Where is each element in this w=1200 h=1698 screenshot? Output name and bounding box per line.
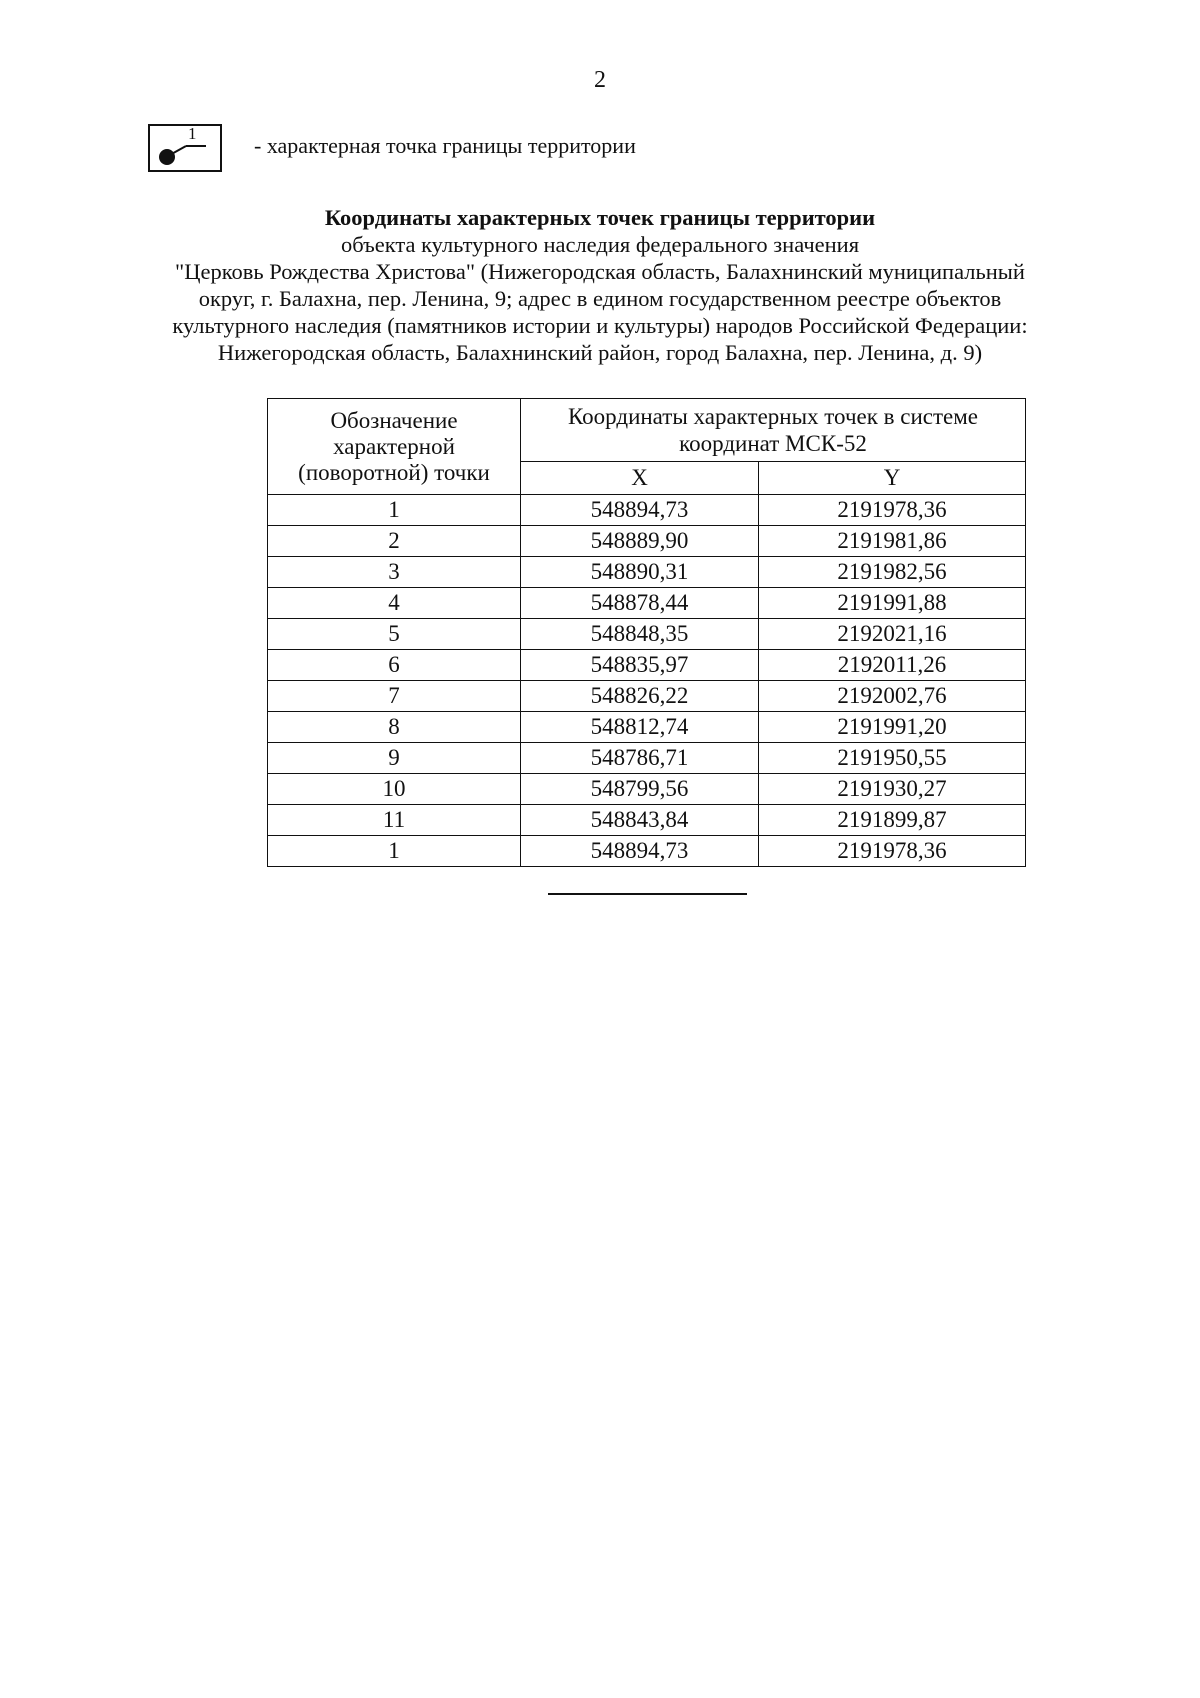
page-number: 2 — [594, 67, 606, 93]
boundary-point-icon — [150, 126, 220, 170]
y-cell: 2191950,55 — [759, 743, 1026, 774]
point-cell: 4 — [268, 588, 521, 619]
point-cell: 8 — [268, 712, 521, 743]
y-cell: 2192021,16 — [759, 619, 1026, 650]
x-cell: 548889,90 — [521, 526, 759, 557]
x-cell: 548799,56 — [521, 774, 759, 805]
table-row — [268, 495, 1026, 526]
header-line: характерной — [333, 433, 455, 459]
y-cell: 2191930,27 — [759, 774, 1026, 805]
point-cell: 2 — [268, 526, 521, 557]
end-rule — [548, 893, 747, 895]
x-cell: 548835,97 — [521, 650, 759, 681]
point-column-header — [268, 399, 521, 495]
y-cell: 2191978,36 — [759, 495, 1026, 526]
heading-line: объекта культурного наследия федерального значения — [340, 232, 860, 257]
point-cell: 11 — [268, 805, 521, 836]
table-row — [268, 526, 1026, 557]
y-cell: 2191991,88 — [759, 588, 1026, 619]
table-row — [268, 774, 1026, 805]
y-cell: 2191899,87 — [759, 805, 1026, 836]
point-cell: 10 — [268, 774, 521, 805]
boundary-point-symbol — [148, 124, 222, 172]
x-cell: 548786,71 — [521, 743, 759, 774]
y-cell: 2191981,86 — [759, 526, 1026, 557]
table-row — [268, 681, 1026, 712]
x-cell: 548812,74 — [521, 712, 759, 743]
y-cell: 2191982,56 — [759, 557, 1026, 588]
symbol-label: 1 — [188, 124, 197, 143]
heading-line: "Церковь Рождества Христова" (Нижегородская область, Балахнинский муниципальный — [175, 259, 1025, 284]
legend — [148, 122, 636, 174]
legend-text: - характерная точка границы территории — [254, 133, 636, 158]
header-line: (поворотной) точки — [298, 459, 490, 485]
point-cell: 1 — [268, 836, 521, 867]
y-cell: 2191978,36 — [759, 836, 1026, 867]
x-cell: 548826,22 — [521, 681, 759, 712]
table-row — [268, 712, 1026, 743]
table-row — [268, 836, 1026, 867]
y-cell: 2191991,20 — [759, 712, 1026, 743]
y-column-header: Y — [759, 462, 1026, 495]
heading-title: Координаты характерных точек границы территории — [324, 205, 876, 230]
x-cell: 548843,84 — [521, 805, 759, 836]
table-body — [268, 495, 1026, 867]
heading-line: Нижегородская область, Балахнинский район, город Балахна, пер. Ленина, д. 9) — [217, 340, 983, 365]
point-cell: 5 — [268, 619, 521, 650]
point-cell: 9 — [268, 743, 521, 774]
x-column-header: X — [521, 462, 759, 495]
table-row — [268, 650, 1026, 681]
header-line: Координаты характерных точек в системе — [567, 404, 979, 429]
y-cell: 2192002,76 — [759, 681, 1026, 712]
x-cell: 548848,35 — [521, 619, 759, 650]
point-cell: 6 — [268, 650, 521, 681]
heading-line: округ, г. Балахна, пер. Ленина, 9; адрес в едином государственном реестре объектов — [198, 286, 1002, 311]
point-cell: 7 — [268, 681, 521, 712]
header-line: координат МСК-52 — [679, 431, 867, 456]
x-cell: 548878,44 — [521, 588, 759, 619]
heading — [100, 204, 1100, 366]
header-line: Обозначение — [330, 407, 458, 433]
point-cell: 3 — [268, 557, 521, 588]
table-row — [268, 743, 1026, 774]
x-cell: 548890,31 — [521, 557, 759, 588]
table-row — [268, 619, 1026, 650]
x-cell: 548894,73 — [521, 495, 759, 526]
table-row — [268, 557, 1026, 588]
coordinates-header — [521, 399, 1026, 462]
y-cell: 2192011,26 — [759, 650, 1026, 681]
coordinates-table — [267, 398, 1026, 867]
table-row — [268, 588, 1026, 619]
table-row — [268, 805, 1026, 836]
heading-line: культурного наследия (памятников истории и культуры) народов Российской Федерации: — [172, 313, 1028, 338]
x-cell: 548894,73 — [521, 836, 759, 867]
point-cell: 1 — [268, 495, 521, 526]
